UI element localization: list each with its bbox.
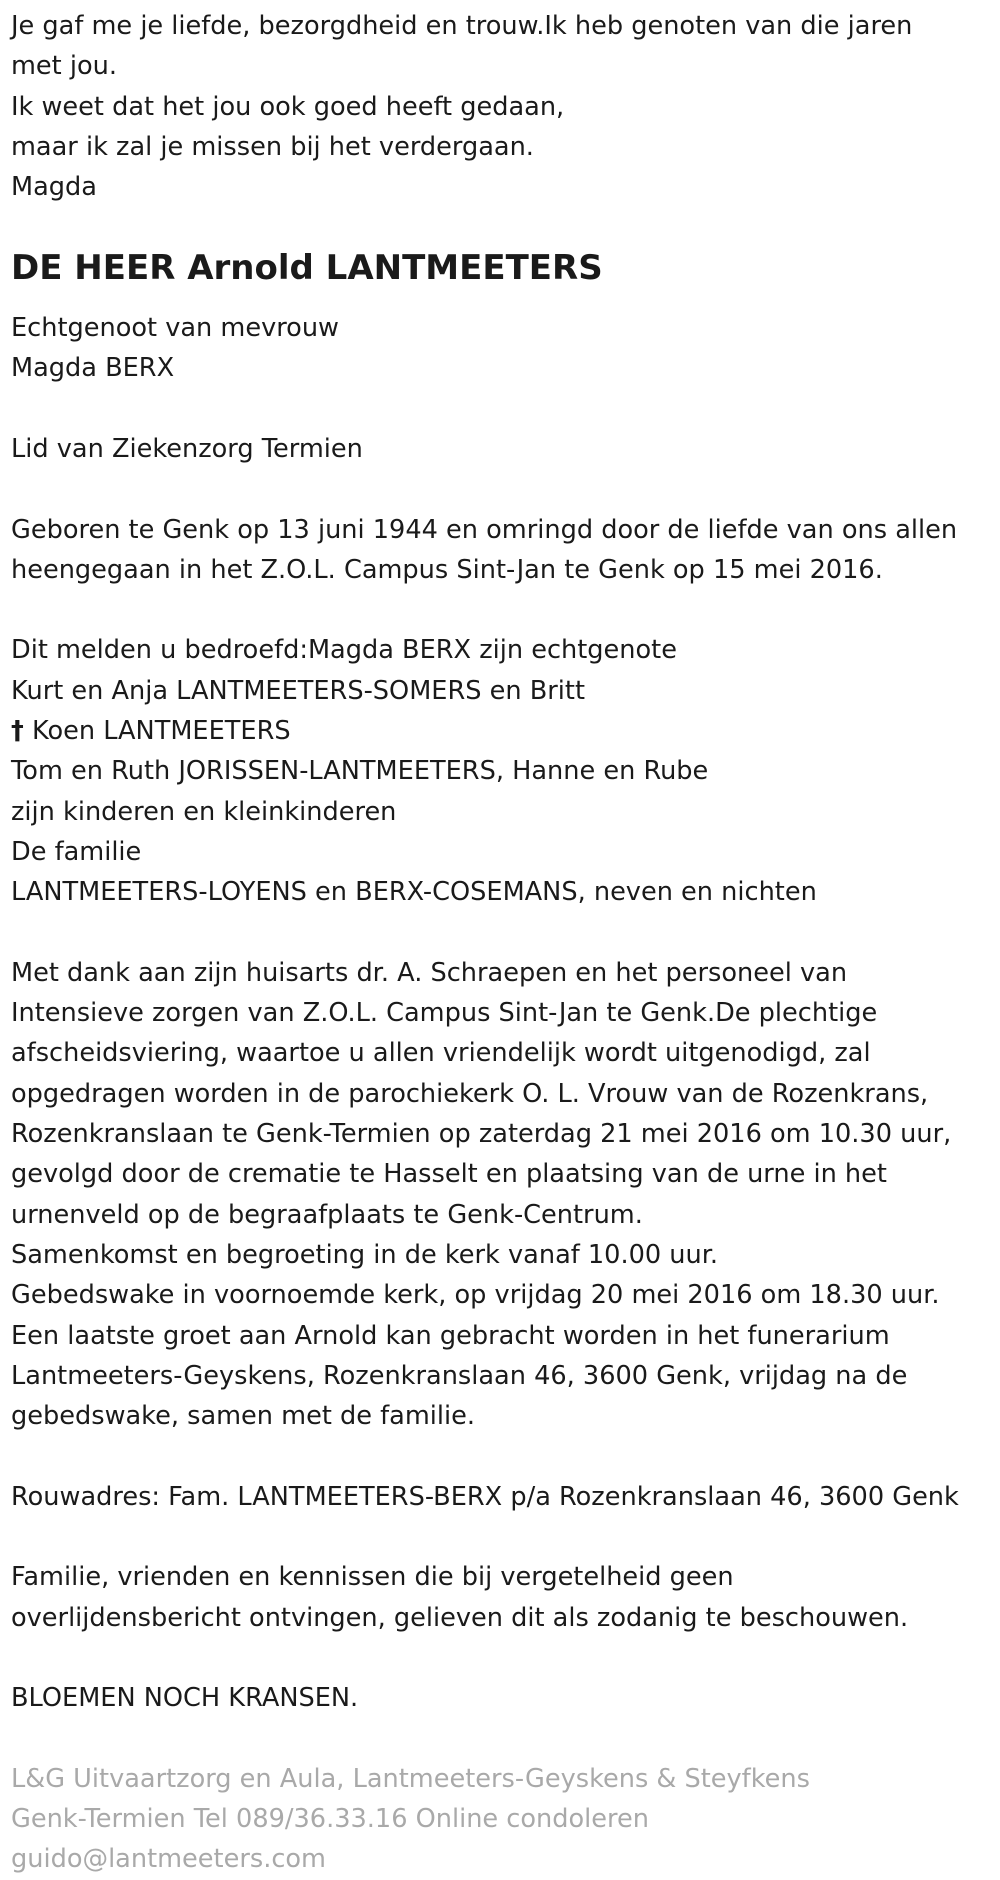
death-notice — [11, 6, 996, 1880]
spacer — [11, 469, 996, 509]
family-line: Tom en Ruth JORISSEN-LANTMEETERS, Hanne en Rube — [11, 756, 709, 787]
family-list — [11, 630, 996, 912]
ceremony-line: urnenveld op de begraafplaats te Genk-Centrum. — [11, 1199, 643, 1230]
poem — [11, 6, 996, 207]
deceased-name-title: DE HEER Arnold LANTMEETERS — [11, 247, 603, 288]
ceremony-line: gebedswake, samen met de familie. — [11, 1401, 475, 1432]
funeral-home-email: guido@lantmeeters.com — [11, 1844, 326, 1875]
notice-line: overlijdensbericht ontvingen, gelieven dit als zodanig te beschouwen. — [11, 1602, 909, 1633]
ceremony-line: Rozenkranslaan te Genk-Termien op zaterdag 21 mei 2016 om 10.30 uur, — [11, 1119, 952, 1150]
spacer — [11, 389, 996, 429]
notice-line: Familie, vrienden en kennissen die bij vergetelheid geen — [11, 1562, 734, 1593]
deceased-family-member: Koen LANTMEETERS — [31, 716, 291, 747]
funeral-home-footer — [11, 1759, 996, 1880]
poem-line: Je gaf me je liefde, bezorgdheid en trouw.Ik heb genoten van die jaren — [11, 11, 913, 41]
poem-line: Ik weet dat het jou ook goed heeft gedaan, — [11, 91, 565, 122]
ceremony-line: Met dank aan zijn huisarts dr. A. Schraepen en het personeel van — [11, 957, 848, 988]
spacer — [11, 1517, 996, 1557]
poem-line: met jou. — [11, 51, 117, 82]
ceremony-line: Een laatste groet aan Arnold kan gebracht worden in het funerarium — [11, 1320, 890, 1351]
birth-death-info — [11, 510, 996, 591]
cross-icon: † — [11, 716, 24, 747]
ceremony-line: Samenkomst en begroeting in de kerk vanaf 10.00 uur. — [11, 1239, 719, 1270]
family-line-deceased — [11, 711, 996, 751]
spouse-name: Magda BERX — [11, 353, 175, 384]
ceremony-line: Intensieve zorgen van Z.O.L. Campus Sint-Jan te Genk.De plechtige — [11, 998, 878, 1029]
birth-death-line: heengegaan in het Z.O.L. Campus Sint-Jan te Genk op 15 mei 2016. — [11, 554, 883, 585]
ceremony-line: gevolgd door de crematie te Hasselt en plaatsing van de urne in het — [11, 1159, 887, 1190]
ceremony-info — [11, 953, 996, 1437]
poem-line: maar ik zal je missen bij het verdergaan. — [11, 131, 534, 162]
family-line: zijn kinderen en kleinkinderen — [11, 796, 397, 827]
spacer — [11, 913, 996, 953]
spacer — [11, 590, 996, 630]
spouse-info — [11, 308, 996, 389]
mourning-address: Rouwadres: Fam. LANTMEETERS-BERX p/a Rozenkranslaan 46, 3600 Genk — [11, 1481, 959, 1512]
spacer — [11, 1638, 996, 1678]
funeral-home-name: L&G Uitvaartzorg en Aula, Lantmeeters-Geyskens & Steyfkens — [11, 1763, 810, 1794]
spacer — [11, 1718, 996, 1758]
family-line: De familie — [11, 836, 142, 867]
spacer — [11, 1436, 996, 1476]
family-line: LANTMEETERS-LOYENS en BERX-COSEMANS, neven en nichten — [11, 877, 817, 908]
notice — [11, 1557, 996, 1638]
ceremony-line: opgedragen worden in de parochiekerk O. L. Vrouw van de Rozenkrans, — [11, 1078, 929, 1109]
ceremony-line: Lantmeeters-Geyskens, Rozenkranslaan 46, 3600 Genk, vrijdag na de — [11, 1360, 908, 1391]
poem-signature: Magda — [11, 172, 97, 203]
flowers-notice: BLOEMEN NOCH KRANSEN. — [11, 1683, 359, 1714]
spouse-line: Echtgenoot van mevrouw — [11, 313, 339, 344]
membership: Lid van Ziekenzorg Termien — [11, 433, 363, 464]
ceremony-line: afscheidsviering, waartoe u allen vriendelijk wordt uitgenodigd, zal — [11, 1038, 871, 1069]
family-line: Dit melden u bedroefd:Magda BERX zijn echtgenote — [11, 635, 677, 666]
family-line: Kurt en Anja LANTMEETERS-SOMERS en Britt — [11, 675, 585, 706]
birth-death-line: Geboren te Genk op 13 juni 1944 en omringd door de liefde van ons allen — [11, 514, 958, 545]
ceremony-line: Gebedswake in voornoemde kerk, op vrijdag 20 mei 2016 om 18.30 uur. — [11, 1280, 940, 1311]
funeral-home-contact: Genk-Termien Tel 089/36.33.16 Online condoleren — [11, 1804, 649, 1835]
